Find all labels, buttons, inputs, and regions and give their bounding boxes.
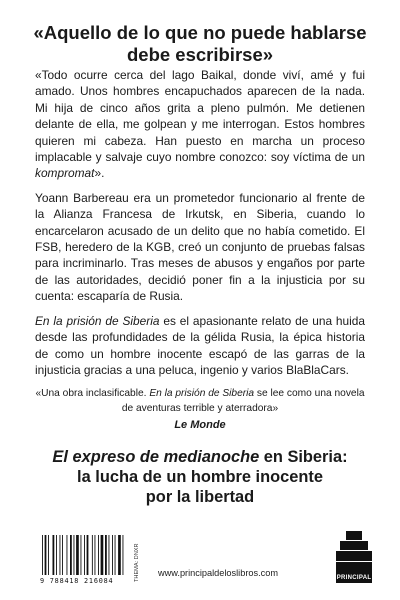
p3-italic: En la prisión de Siberia <box>35 313 160 328</box>
publisher-logo <box>336 529 372 574</box>
barcode-bar <box>53 535 55 575</box>
barcode-bars <box>40 535 128 575</box>
headline-line-2: debe escribirse» <box>126 44 274 65</box>
barcode-bar <box>74 535 75 575</box>
barcode-bar <box>81 535 82 575</box>
p1-text: «Todo ocurre cerca del lago Baikal, donde viví, amé y fui amado. Unos hombres encapuchados aparecen de la nada. Mi hija de cinco años grita a pleno pulmón. Me detienen delante de ella, me golpean y me interrogan. Estos hombres quieren mi cabeza. Han puesto en marcha un proceso implacable y salvaje cuyo nombre conozco: soy víctima de un <box>35 68 365 165</box>
barcode-bar <box>105 535 107 575</box>
barcode-bar <box>118 535 121 575</box>
synopsis <box>35 67 365 386</box>
barcode-bar <box>48 535 49 575</box>
quote-text <box>35 386 365 416</box>
barcode-bar <box>84 535 85 575</box>
barcode-bar <box>62 535 63 575</box>
press-quote <box>35 386 365 433</box>
tagline-line-1-end: en Siberia: <box>259 448 348 466</box>
quote-start: «Una obra inclasificable. <box>35 388 150 399</box>
barcode-bar <box>101 535 104 575</box>
tagline <box>22 447 378 507</box>
synopsis-paragraph-3 <box>35 313 365 379</box>
publisher-logo-label: PRINCIPAL <box>336 575 372 581</box>
barcode-bar <box>45 535 47 575</box>
barcode-number: 9 788418 216084 <box>40 577 114 585</box>
synopsis-paragraph-2: Yoann Barbereau era un prometedor funcionario al frente de la Alianza Francesa de Irkutsk, en Siberia, cuando lo encarcelaron acusado de un delito que no había cometido. El FSB, heredero de la KGB, creó un conjunto de pruebas falsas para incriminarlo. Tras meses de abusos y engaños por parte de las autoridades, decidió poner fin a la injusticia por su cuenta: escaparía de Rusia. <box>35 190 365 304</box>
synopsis-paragraph-1 <box>35 67 365 182</box>
quote-italic: En la prisión de Siberia <box>149 388 255 399</box>
barcode-bar <box>87 535 89 575</box>
barcode-bar <box>115 535 116 575</box>
tagline-italic: El expreso de medianoche <box>52 448 260 466</box>
thema-code: THEMA: DNXR <box>134 543 140 582</box>
barcode-bar <box>76 535 79 575</box>
p3-text: es el apasionante relato de una huida desde las profundidades de la gélida Rusia, la épica historia de como un hombre inocente escapó de las garras de la injusticia gracias a una peluca, ingenio y varios BlaBlaCars. <box>35 313 366 377</box>
barcode-bar <box>70 535 72 575</box>
quote-source: Le Monde <box>174 419 226 431</box>
publisher-website: www.principaldeloslibros.com <box>158 568 278 578</box>
publisher-logo-icon <box>336 529 372 574</box>
p1-italic: kompromat <box>35 166 95 181</box>
barcode-bar <box>67 535 68 575</box>
headline <box>22 22 378 66</box>
barcode-bar <box>112 535 113 575</box>
barcode-bar <box>95 535 96 575</box>
quote-end: se lee como una novela de aventuras terrible y aterradora» <box>121 388 365 414</box>
barcode-bar <box>42 535 43 575</box>
p1-end: ». <box>94 166 105 181</box>
barcode-bar <box>92 535 93 575</box>
headline-line-1: «Aquello de lo que no puede hablarse <box>33 22 367 43</box>
barcode-bar <box>109 535 110 575</box>
barcode-bar <box>56 535 57 575</box>
barcode-bar <box>123 535 124 575</box>
tagline-line-2: la lucha de un hombre inocente <box>77 468 323 486</box>
barcode-bar <box>60 535 61 575</box>
tagline-line-3: por la libertad <box>145 488 255 506</box>
barcode-bar <box>98 535 99 575</box>
